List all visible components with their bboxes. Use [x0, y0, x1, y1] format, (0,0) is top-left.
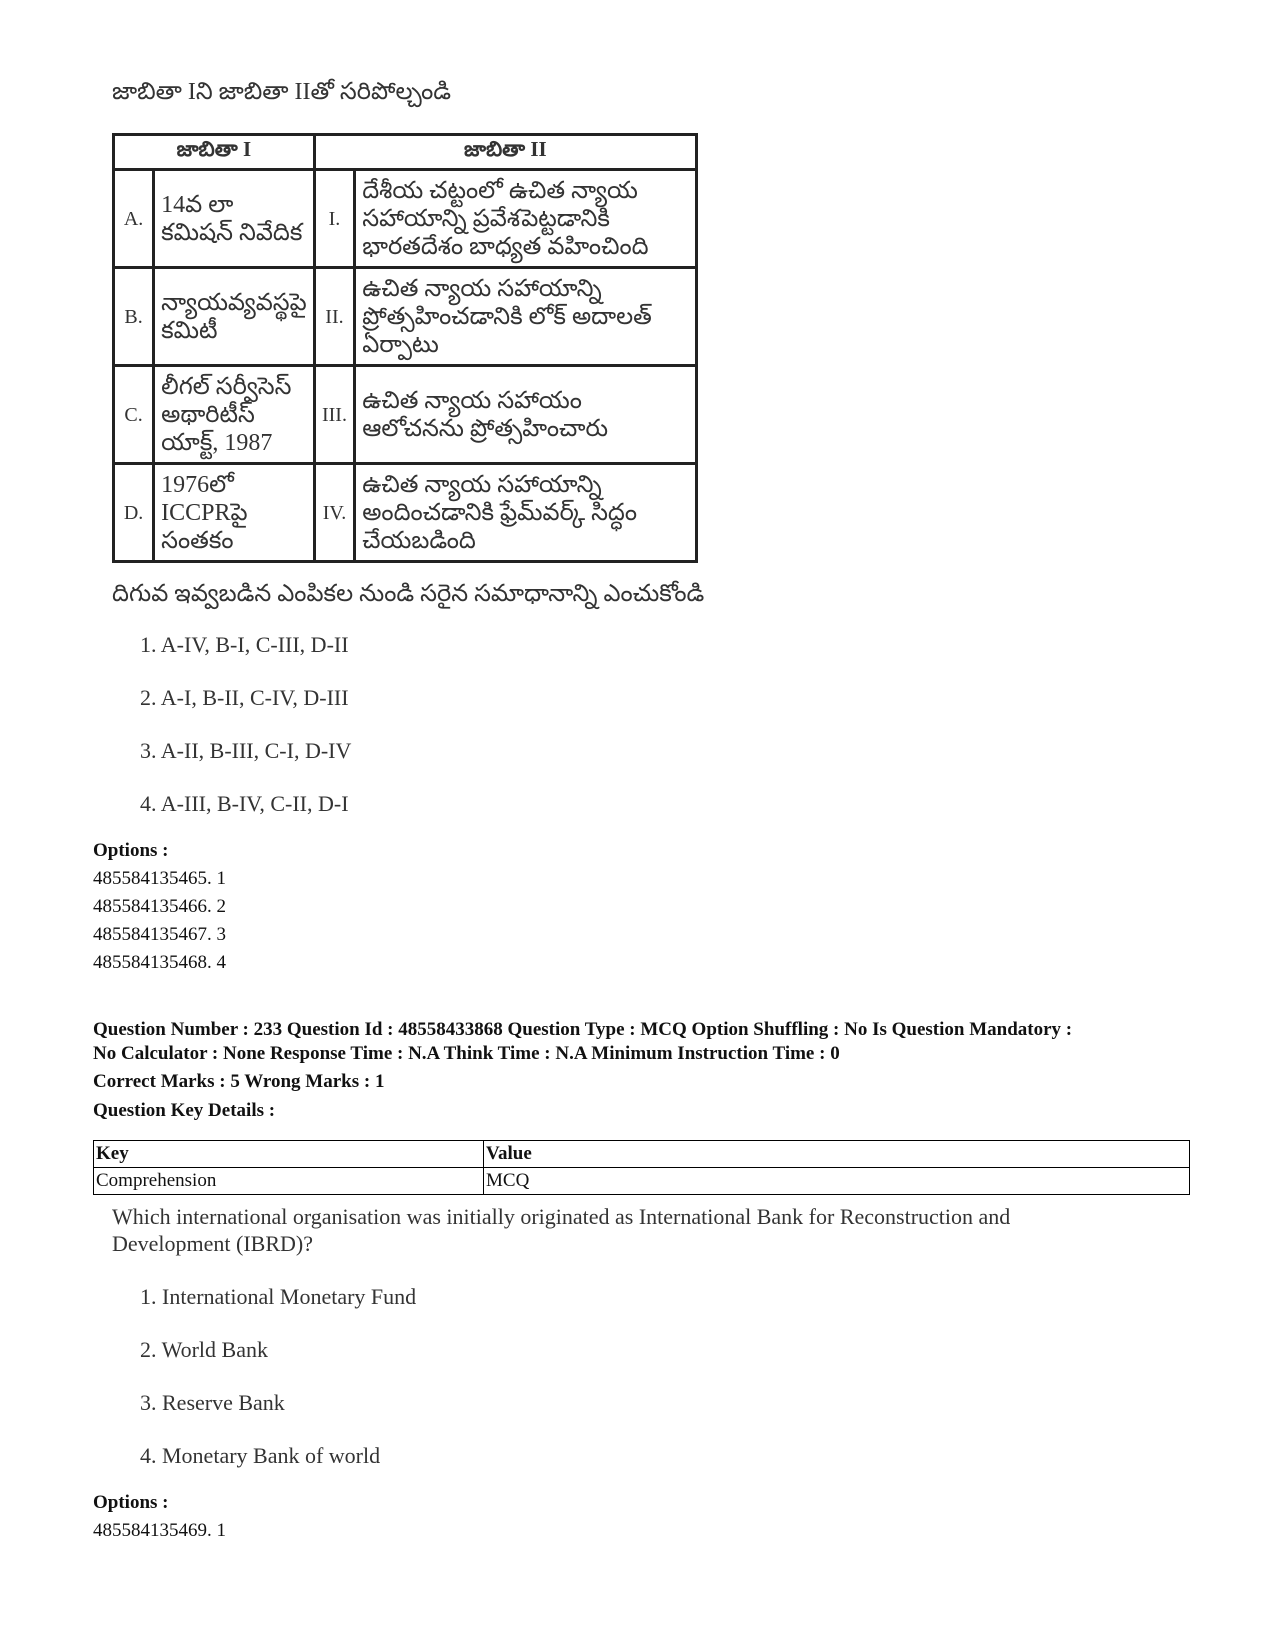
table-row	[114, 464, 697, 562]
list1-header: జాబితా I	[114, 135, 315, 170]
option-id: 485584135469. 1	[93, 1520, 226, 1541]
list1-item: 14వ లా కమిషన్ నివేదిక	[154, 170, 315, 268]
question-instruction: దిగువ ఇవ్వబడిన ఎంపికల నుండి సరైన సమాధానాన్ని ఎంచుకోండి	[112, 581, 705, 607]
value-header: Value	[484, 1141, 1190, 1168]
row-numeral: IV.	[314, 464, 355, 562]
row-numeral: I.	[314, 170, 355, 268]
table-row	[114, 366, 697, 464]
question-text: Which international organisation was initially originated as International Bank for Reconstruction and	[112, 1204, 1011, 1229]
option-id: 485584135467. 3	[93, 924, 226, 945]
list2-item: దేశీయ చట్టంలో ఉచిత న్యాయ సహాయాన్ని ప్రవేశపెట్టడానికి భారతదేశం బాధ్యత వహించింది	[355, 170, 697, 268]
answer-choice: 4. Monetary Bank of world	[140, 1443, 381, 1468]
answer-choice: 1. A-IV, B-I, C-III, D-II	[140, 632, 349, 657]
answer-choice: 2. A-I, B-II, C-IV, D-III	[140, 685, 349, 710]
row-numeral: III.	[314, 366, 355, 464]
row-letter: A.	[114, 170, 154, 268]
option-id: 485584135466. 2	[93, 896, 226, 917]
row-letter: C.	[114, 366, 154, 464]
question-meta: No Calculator : None Response Time : N.A Think Time : N.A Minimum Instruction Time : 0	[93, 1043, 840, 1064]
row-numeral: II.	[314, 268, 355, 366]
list2-header: జాబితా II	[314, 135, 696, 170]
table-row	[94, 1168, 1190, 1195]
table-row	[114, 268, 697, 366]
list2-item: ఉచిత న్యాయ సహాయం ఆలోచనను ప్రోత్సహించారు	[355, 366, 697, 464]
marks-line: Correct Marks : 5 Wrong Marks : 1	[93, 1071, 385, 1092]
table-row	[114, 170, 697, 268]
list2-item: ఉచిత న్యాయ సహాయాన్ని అందించడానికి ఫ్రేమ్‌వర్క్ సిద్ధం చేయబడింది	[355, 464, 697, 562]
answer-choice: 4. A-III, B-IV, C-II, D-I	[140, 791, 349, 816]
key-details-table	[93, 1140, 1190, 1195]
row-letter: B.	[114, 268, 154, 366]
option-id: 485584135465. 1	[93, 868, 226, 889]
question-meta: Question Number : 233 Question Id : 48558433868 Question Type : MCQ Option Shuffling : No Is Question Mandatory :	[93, 1019, 1073, 1040]
question-text: Development (IBRD)?	[112, 1231, 313, 1256]
question-heading: జాబితా Iని జాబితా IIతో సరిపోల్చండి	[112, 79, 451, 105]
options-label: Options :	[93, 840, 169, 861]
key-header: Key	[94, 1141, 484, 1168]
value-cell: MCQ	[484, 1168, 1190, 1195]
key-details-label: Question Key Details :	[93, 1100, 276, 1121]
matching-table	[112, 133, 698, 563]
list1-item: 1976లో ICCPRపై సంతకం	[154, 464, 315, 562]
option-id: 485584135468. 4	[93, 952, 226, 973]
answer-choice: 1. International Monetary Fund	[140, 1284, 417, 1309]
list2-item: ఉచిత న్యాయ సహాయాన్ని ప్రోత్సహించడానికి లోక్ అదాలత్ ఏర్పాటు	[355, 268, 697, 366]
key-cell: Comprehension	[94, 1168, 484, 1195]
answer-choice: 2. World Bank	[140, 1337, 268, 1362]
answer-choice: 3. A-II, B-III, C-I, D-IV	[140, 738, 352, 763]
row-letter: D.	[114, 464, 154, 562]
answer-choice: 3. Reserve Bank	[140, 1390, 285, 1415]
list1-item: లీగల్ సర్వీసెస్ అథారిటీస్ యాక్ట్, 1987	[154, 366, 315, 464]
options-label: Options :	[93, 1492, 169, 1513]
list1-item: న్యాయవ్యవస్థపై కమిటీ	[154, 268, 315, 366]
